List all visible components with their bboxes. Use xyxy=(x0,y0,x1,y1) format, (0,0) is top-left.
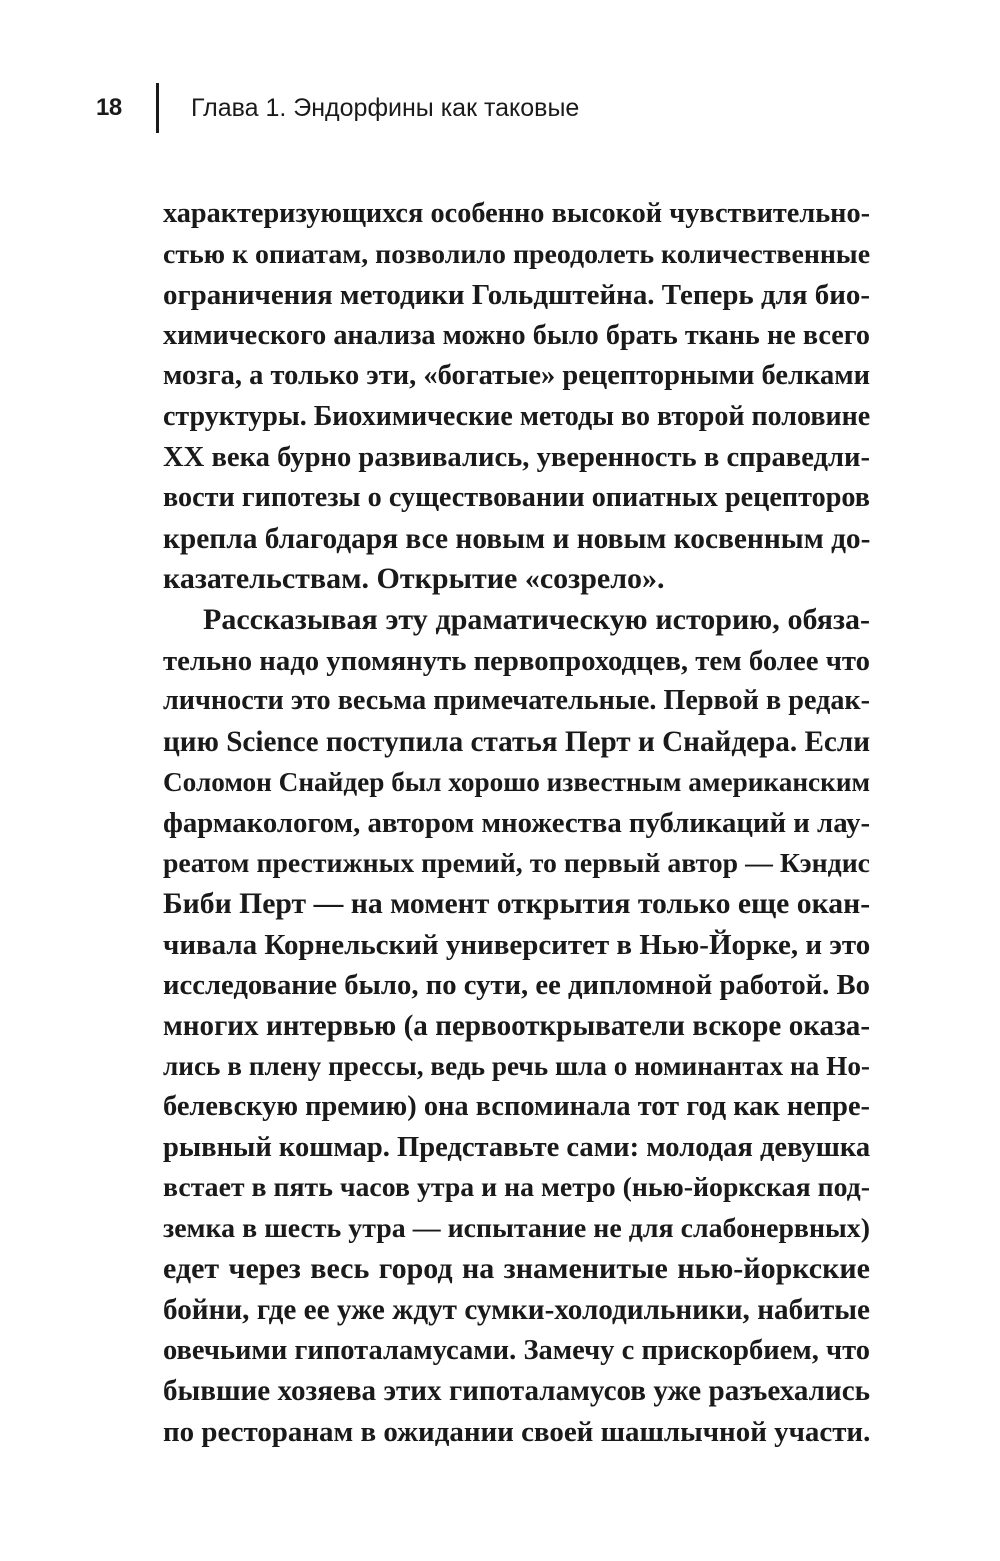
text-line: цию Science поступила статья Перт и Снайдера. Если xyxy=(163,725,870,758)
text-line: Соломон Снайдер был хорошо известным американским xyxy=(163,767,871,798)
text-line: Биби Перт — на момент открытия только еще окан- xyxy=(163,888,871,921)
text-line: характеризующихся особенно высокой чувствительно- xyxy=(163,198,870,229)
paragraph-2 xyxy=(163,600,870,1452)
text-line: исследование было, по сути, ее дипломной работой. Во xyxy=(163,969,870,1002)
text-line: вости гипотезы о существовании опиатных рецепторов xyxy=(163,482,870,514)
text-line: стью к опиатам, позволило преодолеть количественные xyxy=(163,238,871,270)
text-line: крепла благодаря все новым и новым косвенным до- xyxy=(163,522,871,555)
text-line: казательствам. Открытие «созрело». xyxy=(163,562,665,596)
text-line: овечьими гипоталамусами. Замечу с прискорбием, что xyxy=(163,1334,870,1366)
text-line: структуры. Биохимические методы во второй половине xyxy=(163,400,871,432)
text-line: белевскую премию) она вспоминала тот год как непре- xyxy=(163,1091,870,1123)
text-line: реатом престижных премий, то первый автор — Кэндис xyxy=(163,847,870,879)
text-line: тельно надо упомянуть первопроходцев, тем более что xyxy=(163,644,871,677)
chapter-title: Глава 1. Эндорфины как таковые xyxy=(191,93,580,122)
text-line: лись в плену прессы, ведь речь шла о номинантах на Но- xyxy=(163,1051,870,1082)
text-line: химического анализа можно было брать ткань не всего xyxy=(163,319,870,351)
text-line: едет через весь город на знаменитые нью-йоркские xyxy=(163,1252,870,1286)
header-divider xyxy=(156,83,159,133)
text-line: по ресторанам в ожидании своей шашлычной участи. xyxy=(163,1415,871,1448)
text-line: XX века бурно развивались, уверенность в справедли- xyxy=(163,441,870,473)
text-line: личности это весьма примечательные. Первой в редак- xyxy=(163,685,870,717)
text-line: ограничения методики Гольдштейна. Теперь для био- xyxy=(163,279,870,312)
text-line: мозга, а только эти, «богатые» рецепторными белками xyxy=(163,360,870,392)
text-line: Рассказывая эту драматическую историю, обяза- xyxy=(203,602,870,636)
text-line: бойни, где ее уже ждут сумки-холодильники, набитые xyxy=(163,1294,870,1327)
paragraph-1 xyxy=(163,194,870,600)
text-line: земка в шесть утра — испытание не для слабонервных) xyxy=(163,1212,870,1244)
body-text xyxy=(163,194,870,1452)
text-line: многих интервью (а первооткрыватели вскоре оказа- xyxy=(163,1009,870,1042)
text-line: встает в пять часов утра и на метро (нью-йоркская под- xyxy=(163,1172,870,1204)
running-head xyxy=(96,84,579,132)
text-line: рывный кошмар. Представьте сами: молодая девушка xyxy=(163,1131,871,1163)
text-line: бывшие хозяева этих гипоталамусов уже разъехались xyxy=(163,1375,870,1408)
text-line: фармакологом, автором множества публикаций и лау- xyxy=(163,806,871,839)
page-number: 18 xyxy=(96,94,122,121)
text-line: чивала Корнельский университет в Нью-Йорке, и это xyxy=(163,928,871,961)
